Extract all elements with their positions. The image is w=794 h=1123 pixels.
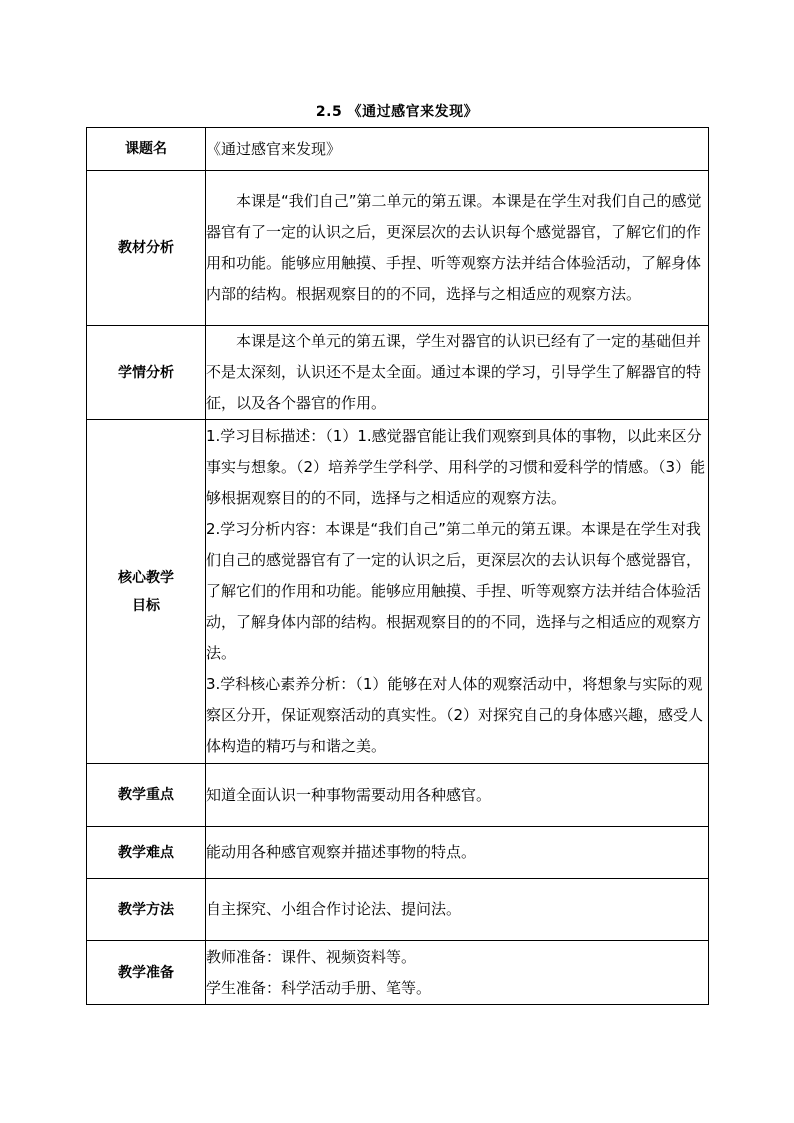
prep-student: 学生准备：科学活动手册、笔等。 [206,978,432,997]
content-difficulty: 能动用各种感官观察并描述事物的特点。 [206,827,709,879]
content-material [206,171,709,326]
core-goal-1: 1.学习目标描述：（1）1.感觉器官能让我们观察到具体的事物，以此来区分事实与想象。（2）培养学生学科学、用科学的习惯和爱科学的情感。（3）能够根据观察目的的不同，选择与之相适应的观察方法。 [206,427,706,507]
label-core-goals [87,420,206,764]
row-preparation [87,941,709,1005]
row-core-goals [87,420,709,764]
label-method: 教学方法 [87,879,206,941]
row-difficulty [87,827,709,879]
core-label-line1: 核心教学 [118,569,174,586]
row-learner [87,326,709,420]
row-material [87,171,709,326]
document-title: 2.5 《通过感官来发现》 [315,104,479,120]
label-key-point: 教学重点 [87,764,206,827]
core-goal-2: 2.学习分析内容：本课是“我们自己”第二单元的第五课。本课是在学生对我们自己的感觉器官有了一定的认识之后，更深层次的去认识每个感觉器官，了解它们的作用和功能。能够应用触摸、手捏、听等观察方法并结合体验活动，了解身体内部的结构。根据观察目的的不同，选择与之相适应的观察方法。 [206,520,702,662]
row-topic [87,128,709,171]
topic-text: 《通过感官来发现》 [206,139,342,158]
core-goal-3: 3.学科核心素养分析：（1）能够在对人体的观察活动中，将想象与实际的观察区分开，保证观察活动的真实性。（2）对探究自己的身体感兴趣，感受人体构造的精巧与和谐之美。 [206,675,704,755]
content-topic [206,128,709,171]
label-difficulty: 教学难点 [87,827,206,879]
content-key-point: 知道全面认识一种事物需要动用各种感官。 [206,764,709,827]
label-preparation: 教学准备 [87,941,206,1005]
label-learner: 学情分析 [87,326,206,420]
label-topic: 课题名 [87,128,206,171]
lesson-plan-table [86,127,709,1005]
label-material: 教材分析 [87,171,206,326]
content-learner [206,326,709,420]
content-preparation [206,941,709,1005]
content-core-goals [206,420,709,764]
content-method: 自主探究、小组合作讨论法、提问法。 [206,879,709,941]
row-method [87,879,709,941]
learner-text: 本课是这个单元的第五课，学生对器官的认识已经有了一定的基础但并不是太深刻，认识还不是太全面。通过本课的学习，引导学生了解器官的特征，以及各个器官的作用。 [206,332,702,412]
material-text: 本课是“我们自己”第二单元的第五课。本课是在学生对我们自己的感觉器官有了一定的认识之后，更深层次的去认识每个感觉器官，了解它们的作用和功能。能够应用触摸、手捏、听等观察方法并结合体验活动，了解身体内部的结构。根据观察目的的不同，选择与之相适应的观察方法。 [206,192,702,303]
row-key-point [87,764,709,827]
prep-teacher: 教师准备：课件、视频资料等。 [206,947,417,966]
core-label-line2: 目标 [132,597,160,614]
